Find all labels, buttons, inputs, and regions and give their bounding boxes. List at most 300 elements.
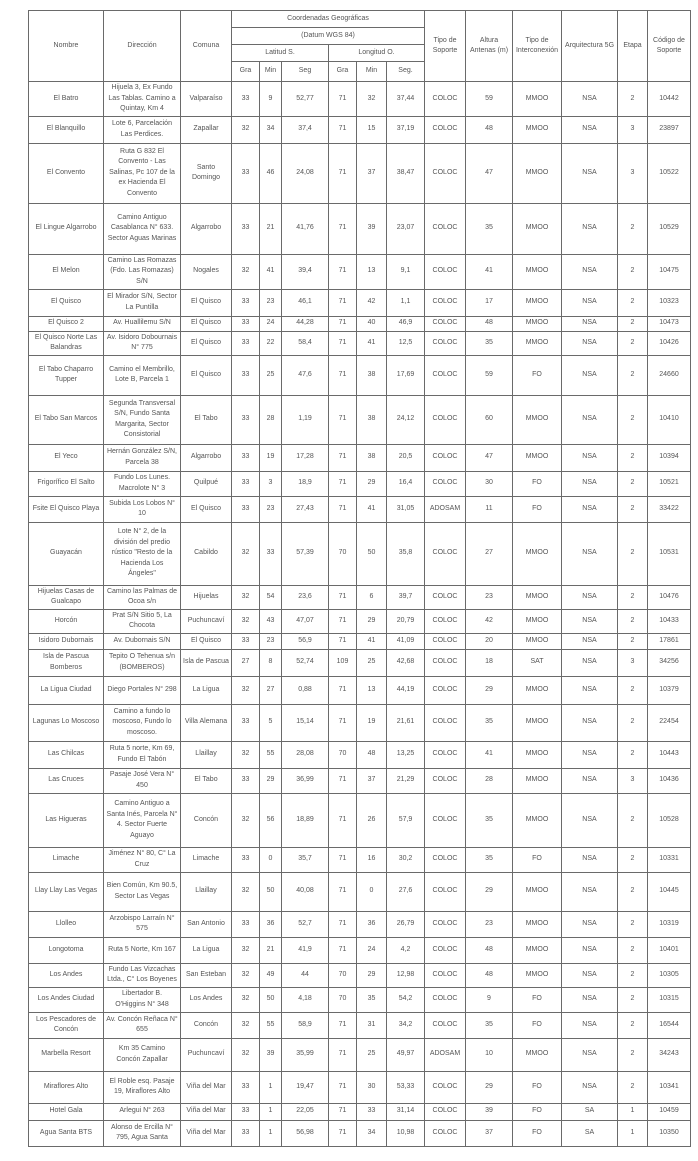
cell-lon-seg: 57,9 [387,793,425,847]
cell-nombre: La Ligua Ciudad [29,676,104,704]
cell-etapa: 2 [618,585,648,609]
cell-arquitectura: NSA [562,585,618,609]
cell-direccion: Libertador B. O'Higgins N° 348 [104,987,181,1012]
cell-codigo: 10426 [648,331,691,355]
cell-lon-seg: 27,6 [387,872,425,911]
cell-arquitectura: NSA [562,911,618,937]
cell-nombre: Miraflores Alto [29,1071,104,1103]
cell-lon-min: 41 [357,331,387,355]
cell-etapa: 3 [618,143,648,203]
table-row [29,331,691,355]
cell-lon-gra: 71 [329,331,357,355]
cell-codigo: 10521 [648,471,691,496]
cell-arquitectura: NSA [562,143,618,203]
cell-lat-min: 33 [260,522,282,585]
cell-lon-gra: 71 [329,254,357,289]
cell-lat-seg: 35,99 [282,1038,329,1071]
table-row [29,937,691,963]
cell-lon-seg: 26,79 [387,911,425,937]
cell-lon-min: 38 [357,395,387,444]
cell-lon-seg: 20,5 [387,444,425,471]
cell-interconexion: MMOO [513,522,562,585]
table-header [29,11,691,82]
cell-tipo-soporte: ADOSAM [425,1038,466,1071]
cell-lat-min: 3 [260,471,282,496]
cell-codigo: 10319 [648,911,691,937]
header-codigo: Código de Soporte [648,11,691,82]
cell-lon-min: 6 [357,585,387,609]
cell-lon-gra: 71 [329,289,357,316]
cell-comuna: Concón [181,793,232,847]
cell-lon-gra: 71 [329,911,357,937]
cell-lon-seg: 35,8 [387,522,425,585]
cell-nombre: El Lingue Algarrobo [29,203,104,254]
header-latitud: Latitud S. [232,45,329,62]
cell-altura: 35 [466,203,513,254]
cell-etapa: 2 [618,704,648,741]
cell-arquitectura: NSA [562,289,618,316]
cell-lon-min: 26 [357,793,387,847]
table-row [29,676,691,704]
cell-altura: 59 [466,355,513,395]
cell-nombre: Las Cruces [29,768,104,793]
table-row [29,471,691,496]
cell-lon-min: 24 [357,937,387,963]
cell-altura: 35 [466,793,513,847]
cell-lat-min: 41 [260,254,282,289]
cell-etapa: 2 [618,1038,648,1071]
cell-comuna: El Quisco [181,496,232,522]
cell-lat-min: 23 [260,289,282,316]
cell-tipo-soporte: COLOC [425,768,466,793]
cell-codigo: 10529 [648,203,691,254]
cell-altura: 29 [466,676,513,704]
cell-lat-gra: 32 [232,676,260,704]
cell-etapa: 2 [618,987,648,1012]
cell-lat-gra: 33 [232,289,260,316]
cell-arquitectura: NSA [562,609,618,633]
cell-lon-min: 29 [357,609,387,633]
cell-etapa: 2 [618,254,648,289]
header-lat-gra: Gra [232,62,260,82]
cell-nombre: Hijuelas Casas de Gualcapo [29,585,104,609]
cell-comuna: Viña del Mar [181,1071,232,1103]
cell-lon-seg: 4,2 [387,937,425,963]
cell-comuna: Santo Domingo [181,143,232,203]
cell-interconexion: MMOO [513,872,562,911]
cell-codigo: 10442 [648,82,691,117]
cell-direccion: Camino Antiguo a Santa Inés, Parcela N° 4. Sector Fuerte Aguayo [104,793,181,847]
cell-etapa: 2 [618,444,648,471]
cell-comuna: Algarrobo [181,203,232,254]
cell-tipo-soporte: COLOC [425,633,466,649]
table-row [29,704,691,741]
cell-lon-seg: 39,7 [387,585,425,609]
cell-codigo: 10473 [648,316,691,331]
cell-lon-min: 33 [357,1103,387,1120]
cell-lat-gra: 33 [232,355,260,395]
cell-altura: 47 [466,143,513,203]
cell-altura: 47 [466,444,513,471]
cell-lat-min: 23 [260,633,282,649]
header-lon-min: Min [357,62,387,82]
cell-direccion: Tepito O Tehenua s/n (BOMBEROS) [104,649,181,676]
cell-comuna: San Esteban [181,963,232,987]
cell-comuna: El Tabo [181,768,232,793]
cell-comuna: Hijuelas [181,585,232,609]
cell-interconexion: FO [513,1103,562,1120]
cell-interconexion: MMOO [513,289,562,316]
cell-codigo: 10305 [648,963,691,987]
cell-lat-gra: 32 [232,254,260,289]
cell-interconexion: MMOO [513,585,562,609]
cell-altura: 60 [466,395,513,444]
cell-lat-seg: 1,19 [282,395,329,444]
cell-comuna: Cabildo [181,522,232,585]
cell-codigo: 10531 [648,522,691,585]
cell-direccion: Av. Dubornais S/N [104,633,181,649]
cell-lat-gra: 32 [232,741,260,768]
cell-arquitectura: NSA [562,633,618,649]
cell-lon-min: 13 [357,254,387,289]
cell-codigo: 10315 [648,987,691,1012]
table-row [29,911,691,937]
cell-lon-min: 37 [357,768,387,793]
cell-arquitectura: NSA [562,741,618,768]
cell-lon-seg: 10,98 [387,1120,425,1146]
cell-altura: 59 [466,82,513,117]
cell-altura: 48 [466,116,513,143]
cell-arquitectura: NSA [562,793,618,847]
cell-direccion: Arzobispo Larraín N° 575 [104,911,181,937]
cell-nombre: El Tabo Chaparro Tupper [29,355,104,395]
cell-altura: 48 [466,963,513,987]
cell-comuna: El Quisco [181,331,232,355]
cell-altura: 28 [466,768,513,793]
cell-lon-gra: 70 [329,987,357,1012]
cell-codigo: 10350 [648,1120,691,1146]
cell-etapa: 2 [618,1071,648,1103]
cell-tipo-soporte: COLOC [425,82,466,117]
cell-lon-min: 34 [357,1120,387,1146]
cell-nombre: Los Pescadores de Concón [29,1012,104,1038]
cell-etapa: 2 [618,911,648,937]
cell-lon-gra: 71 [329,203,357,254]
cell-lat-seg: 40,08 [282,872,329,911]
cell-lat-min: 29 [260,768,282,793]
cell-direccion: Segunda Transversal S/N, Fundo Santa Margarita, Sector Consistorial [104,395,181,444]
table-row [29,496,691,522]
cell-lon-gra: 71 [329,444,357,471]
cell-lon-seg: 54,2 [387,987,425,1012]
cell-interconexion: MMOO [513,1038,562,1071]
cell-interconexion: FO [513,987,562,1012]
cell-comuna: El Tabo [181,395,232,444]
cell-codigo: 10410 [648,395,691,444]
cell-interconexion: MMOO [513,633,562,649]
cell-lat-gra: 33 [232,143,260,203]
table-row [29,1103,691,1120]
cell-lat-min: 24 [260,316,282,331]
cell-tipo-soporte: COLOC [425,143,466,203]
cell-lat-min: 36 [260,911,282,937]
cell-lon-gra: 109 [329,649,357,676]
cell-tipo-soporte: COLOC [425,704,466,741]
cell-lat-seg: 4,18 [282,987,329,1012]
cell-altura: 48 [466,937,513,963]
cell-lat-seg: 35,7 [282,847,329,872]
cell-lon-min: 0 [357,872,387,911]
cell-lon-seg: 42,68 [387,649,425,676]
cell-arquitectura: NSA [562,116,618,143]
cell-codigo: 10459 [648,1103,691,1120]
cell-codigo: 10522 [648,143,691,203]
cell-arquitectura: NSA [562,316,618,331]
cell-lat-seg: 47,07 [282,609,329,633]
cell-tipo-soporte: COLOC [425,676,466,704]
cell-interconexion: FO [513,471,562,496]
table-row [29,585,691,609]
header-direccion: Dirección [104,11,181,82]
cell-lon-seg: 12,5 [387,331,425,355]
cell-lat-seg: 39,4 [282,254,329,289]
cell-codigo: 10528 [648,793,691,847]
cell-lon-seg: 37,19 [387,116,425,143]
cell-tipo-soporte: COLOC [425,1012,466,1038]
cell-lat-gra: 32 [232,872,260,911]
cell-tipo-soporte: COLOC [425,331,466,355]
cell-codigo: 10436 [648,768,691,793]
cell-lon-seg: 24,12 [387,395,425,444]
cell-lon-min: 38 [357,444,387,471]
cell-interconexion: MMOO [513,143,562,203]
cell-arquitectura: NSA [562,254,618,289]
cell-lon-gra: 71 [329,1012,357,1038]
cell-arquitectura: NSA [562,649,618,676]
cell-tipo-soporte: COLOC [425,1071,466,1103]
cell-lat-min: 49 [260,963,282,987]
cell-etapa: 2 [618,963,648,987]
cell-comuna: Puchuncaví [181,1038,232,1071]
cell-etapa: 1 [618,1120,648,1146]
cell-lon-min: 40 [357,316,387,331]
cell-direccion: Subida Los Lobos N° 10 [104,496,181,522]
cell-lon-seg: 38,47 [387,143,425,203]
cell-comuna: El Quisco [181,355,232,395]
cell-altura: 39 [466,1103,513,1120]
header-lat-seg: Seg [282,62,329,82]
cell-lat-gra: 33 [232,316,260,331]
cell-codigo: 17861 [648,633,691,649]
cell-codigo: 10394 [648,444,691,471]
table-row [29,395,691,444]
cell-lon-gra: 71 [329,82,357,117]
cell-arquitectura: NSA [562,847,618,872]
cell-lon-seg: 53,33 [387,1071,425,1103]
cell-lat-seg: 47,6 [282,355,329,395]
cell-comuna: Llaillay [181,872,232,911]
cell-lat-seg: 22,05 [282,1103,329,1120]
cell-arquitectura: NSA [562,676,618,704]
cell-etapa: 2 [618,496,648,522]
table-row [29,254,691,289]
cell-lat-min: 27 [260,676,282,704]
cell-interconexion: MMOO [513,609,562,633]
cell-lat-seg: 28,08 [282,741,329,768]
cell-lat-min: 1 [260,1103,282,1120]
cell-direccion: El Mirador S/N, Sector La Puntilla [104,289,181,316]
cell-interconexion: FO [513,1120,562,1146]
cell-altura: 29 [466,872,513,911]
cell-altura: 27 [466,522,513,585]
cell-lat-min: 54 [260,585,282,609]
cell-lat-min: 55 [260,1012,282,1038]
cell-altura: 41 [466,741,513,768]
cell-tipo-soporte: COLOC [425,355,466,395]
cell-altura: 48 [466,316,513,331]
cell-direccion: Camino Antiguo Casablanca N° 633. Sector Aguas Marinas [104,203,181,254]
cell-comuna: Algarrobo [181,444,232,471]
cell-comuna: Valparaíso [181,82,232,117]
cell-direccion: Fundo Los Lunes. Macrolote N° 3 [104,471,181,496]
cell-lon-gra: 71 [329,793,357,847]
cell-direccion: Camino las Palmas de Ocoa s/n [104,585,181,609]
table-row [29,1038,691,1071]
table-row [29,522,691,585]
table-row [29,741,691,768]
cell-comuna: Nogales [181,254,232,289]
table-row [29,987,691,1012]
cell-arquitectura: NSA [562,522,618,585]
cell-nombre: El Quisco 2 [29,316,104,331]
cell-direccion: Diego Portales N° 298 [104,676,181,704]
cell-direccion: Prat S/N Sitio 5, La Chocota [104,609,181,633]
table-row [29,872,691,911]
cell-lat-seg: 24,08 [282,143,329,203]
cell-etapa: 2 [618,331,648,355]
header-lat-min: Min [260,62,282,82]
cell-comuna: Isla de Pascua [181,649,232,676]
cell-etapa: 3 [618,768,648,793]
cell-lat-seg: 41,76 [282,203,329,254]
cell-direccion: Jiménez N° 80, C° La Cruz [104,847,181,872]
cell-etapa: 3 [618,116,648,143]
cell-lat-seg: 0,88 [282,676,329,704]
cell-direccion: Hijuela 3, Ex Fundo Las Tablas. Camino a Quintay, Km 4 [104,82,181,117]
cell-lon-gra: 71 [329,585,357,609]
cell-tipo-soporte: COLOC [425,395,466,444]
cell-nombre: El Yeco [29,444,104,471]
table-row [29,1071,691,1103]
cell-lon-gra: 71 [329,847,357,872]
cell-lat-gra: 33 [232,911,260,937]
cell-codigo: 23897 [648,116,691,143]
cell-altura: 10 [466,1038,513,1071]
cell-codigo: 10443 [648,741,691,768]
cell-interconexion: MMOO [513,911,562,937]
cell-comuna: Puchuncaví [181,609,232,633]
cell-lat-gra: 33 [232,203,260,254]
cell-lat-gra: 33 [232,471,260,496]
cell-interconexion: SAT [513,649,562,676]
cell-arquitectura: NSA [562,395,618,444]
cell-codigo: 34256 [648,649,691,676]
cell-comuna: El Quisco [181,316,232,331]
table-row [29,444,691,471]
table-row [29,649,691,676]
cell-lat-seg: 52,7 [282,911,329,937]
cell-interconexion: MMOO [513,793,562,847]
table-row [29,203,691,254]
cell-lat-seg: 57,39 [282,522,329,585]
cell-lon-min: 25 [357,649,387,676]
cell-lon-min: 37 [357,143,387,203]
cell-lon-min: 30 [357,1071,387,1103]
cell-codigo: 10475 [648,254,691,289]
cell-etapa: 2 [618,793,648,847]
cell-lat-gra: 33 [232,1103,260,1120]
cell-lat-min: 39 [260,1038,282,1071]
cell-interconexion: FO [513,1071,562,1103]
cell-altura: 29 [466,1071,513,1103]
cell-tipo-soporte: COLOC [425,316,466,331]
cell-interconexion: MMOO [513,444,562,471]
cell-lat-gra: 33 [232,1071,260,1103]
cell-lat-gra: 33 [232,331,260,355]
cell-nombre: Marbella Resort [29,1038,104,1071]
cell-arquitectura: NSA [562,444,618,471]
cell-lon-gra: 71 [329,1071,357,1103]
cell-lat-gra: 32 [232,116,260,143]
cell-lon-seg: 21,61 [387,704,425,741]
cell-nombre: El Blanquillo [29,116,104,143]
table-body [29,82,691,1147]
cell-tipo-soporte: COLOC [425,937,466,963]
cell-lon-gra: 71 [329,768,357,793]
cell-lon-gra: 71 [329,676,357,704]
cell-direccion: Av. Concón Reñaca N° 655 [104,1012,181,1038]
table-row [29,609,691,633]
header-etapa: Etapa [618,11,648,82]
cell-lat-gra: 33 [232,704,260,741]
header-interconexion: Tipo de Interconexión [513,11,562,82]
cell-interconexion: MMOO [513,395,562,444]
cell-lon-min: 38 [357,355,387,395]
cell-lat-gra: 32 [232,963,260,987]
cell-lat-gra: 33 [232,496,260,522]
cell-lon-gra: 71 [329,937,357,963]
cell-altura: 9 [466,987,513,1012]
cell-lat-min: 19 [260,444,282,471]
cell-etapa: 3 [618,649,648,676]
cell-lat-seg: 37,4 [282,116,329,143]
cell-interconexion: FO [513,847,562,872]
cell-arquitectura: NSA [562,1012,618,1038]
cell-direccion: Camino Las Romazas (Fdo. Las Romazas) S/N [104,254,181,289]
cell-lat-seg: 18,89 [282,793,329,847]
cell-etapa: 1 [618,1103,648,1120]
cell-lat-seg: 56,9 [282,633,329,649]
cell-interconexion: FO [513,355,562,395]
cell-altura: 35 [466,847,513,872]
cell-lon-gra: 70 [329,963,357,987]
cell-lon-min: 35 [357,987,387,1012]
cell-nombre: Longotoma [29,937,104,963]
table-row [29,82,691,117]
header-arquitectura: Arquitectura 5G [562,11,618,82]
cell-lon-seg: 13,25 [387,741,425,768]
cell-lon-seg: 34,2 [387,1012,425,1038]
